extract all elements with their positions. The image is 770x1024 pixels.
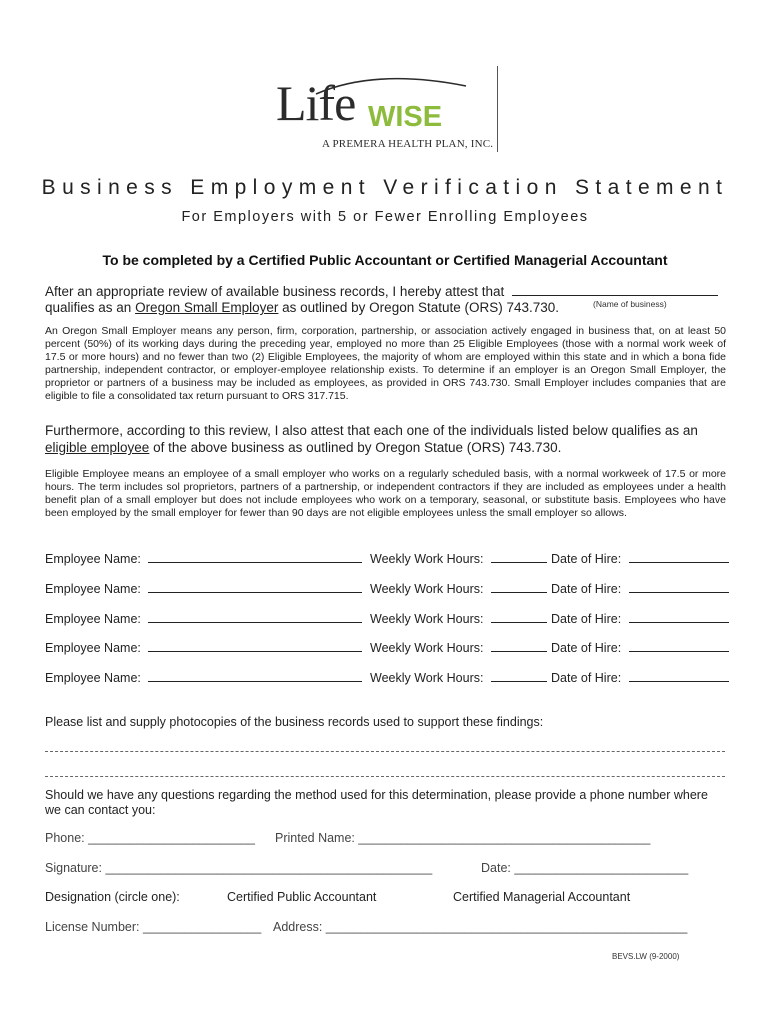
employee-name-field[interactable] [148, 592, 362, 593]
records-line-1[interactable] [45, 751, 725, 752]
employee-row [45, 552, 362, 566]
employee-name-label: Employee Name: [45, 582, 141, 596]
lifewise-logo [270, 72, 510, 154]
employee-name-label: Employee Name: [45, 552, 141, 566]
attest-line-2 [45, 299, 559, 316]
employee-row [45, 671, 362, 685]
employee-name-field[interactable] [148, 562, 362, 563]
license-number-field[interactable]: License Number: _________________ [45, 920, 262, 934]
date-of-hire-field[interactable] [629, 651, 729, 652]
employee-hire [551, 641, 729, 655]
option-cma[interactable]: Certified Managerial Accountant [453, 890, 631, 904]
page-subtitle: For Employers with 5 or Fewer Enrolling Employees [181, 209, 589, 225]
weekly-hours-label: Weekly Work Hours: [370, 641, 484, 655]
address-field[interactable]: Address: ____________________________________________________ [273, 920, 688, 934]
employee-hire [551, 582, 729, 596]
employee-hours [370, 582, 547, 596]
employee-name-field[interactable] [148, 681, 362, 682]
weekly-hours-field[interactable] [491, 622, 547, 623]
attest-line-2-pre: qualifies as an [45, 300, 136, 315]
employee-name-field[interactable] [148, 651, 362, 652]
date-of-hire-label: Date of Hire: [551, 671, 622, 685]
eligible-employee-link: eligible employee [45, 440, 150, 455]
printed-name-field[interactable]: Printed Name: __________________________________________ [275, 831, 651, 845]
further-line-1: Furthermore, according to this review, I also attest that each one of the individuals listed below qualifies as an [45, 423, 698, 438]
business-name-hint: (Name of business) [593, 299, 667, 309]
employee-hours [370, 552, 547, 566]
weekly-hours-field[interactable] [491, 651, 547, 652]
employee-hire [551, 552, 729, 566]
date-field[interactable]: Date: _________________________ [481, 861, 689, 875]
logo-subtitle: A PREMERA HEALTH PLAN, INC. [322, 138, 494, 150]
weekly-hours-label: Weekly Work Hours: [370, 671, 484, 685]
employee-hire [551, 671, 729, 685]
weekly-hours-label: Weekly Work Hours: [370, 612, 484, 626]
attest-line-1-text: After an appropriate review of available business records, I hereby attest that [45, 284, 505, 299]
page-title: Business Employment Verification Statement [41, 176, 729, 199]
further-line-2 [45, 439, 561, 456]
date-of-hire-field[interactable] [629, 622, 729, 623]
weekly-hours-field[interactable] [491, 592, 547, 593]
date-of-hire-label: Date of Hire: [551, 641, 622, 655]
records-label: Please list and supply photocopies of the business records used to support these findings: [45, 715, 544, 729]
employee-row [45, 641, 362, 655]
further-line-2-post: of the above business as outlined by Oregon Statue (ORS) 743.730. [149, 440, 562, 455]
weekly-hours-label: Weekly Work Hours: [370, 552, 484, 566]
employee-hours [370, 612, 547, 626]
date-of-hire-field[interactable] [629, 592, 729, 593]
weekly-hours-field[interactable] [491, 681, 547, 682]
eligible-employee-definition: Eligible Employee means an employee of a small employer who works on a regularly scheduled basis, with a normal workweek of 17.5 or more hours. The term includes sol proprietors, partners of a partnership, or independent contractors if they are included as employees under a health benefit plan of a small employer but does not include employees who work on a temporary, seasonal, or substitute basis. Employees who have been employed by the small employer for fewer than 90 days are not eligible employees unless the small employer so allows. [45, 468, 726, 519]
form-code: BEVS.LW (9-2000) [612, 952, 680, 961]
date-of-hire-field[interactable] [629, 681, 729, 682]
weekly-hours-label: Weekly Work Hours: [370, 582, 484, 596]
employee-hire [551, 612, 729, 626]
option-cpa[interactable]: Certified Public Accountant [227, 890, 377, 904]
small-employer-definition: An Oregon Small Employer means any person, firm, corporation, partnership, or association actively engaged in business that, on at least 50 percent (50%) of its working days during the preceding year, employed no more than 25 Eligible Employees (those with a normal work week of 17.5 or more hours) and no fewer than two (2) Eligible Employees, the majority of whom are employed within this state and in which a bona fide partnership, independent contractor, or employer-employee relationship exists. To determine if an employer is an Oregon Small Employer, the proprietor or partners of a business may be included as employees, as provided in ORS 743.730. Small Employer includes companies that are eligible to file a consolidated tax return pursuant to ORS 317.715. [45, 325, 726, 402]
date-of-hire-field[interactable] [629, 562, 729, 563]
employee-hours [370, 671, 547, 685]
employee-row [45, 612, 362, 626]
contact-question: Should we have any questions regarding the method used for this determination, please provide a phone number where we can contact you: [45, 788, 708, 817]
employee-name-label: Employee Name: [45, 671, 141, 685]
logo-life-text: Life [276, 75, 356, 131]
employee-hours [370, 641, 547, 655]
attest-line-2-post: as outlined by Oregon Statute (ORS) 743.730. [278, 300, 560, 315]
weekly-hours-field[interactable] [491, 562, 547, 563]
date-of-hire-label: Date of Hire: [551, 582, 622, 596]
instruction-heading: To be completed by a Certified Public Accountant or Certified Managerial Accountant [102, 252, 668, 268]
date-of-hire-label: Date of Hire: [551, 552, 622, 566]
logo-wise-text: WISE [368, 101, 443, 133]
date-of-hire-label: Date of Hire: [551, 612, 622, 626]
oregon-small-employer-link: Oregon Small Employer [135, 300, 279, 315]
designation-label: Designation (circle one): [45, 890, 180, 904]
logo-divider [497, 66, 498, 152]
signature-field[interactable]: Signature: _______________________________________________ [45, 861, 433, 875]
employee-row [45, 582, 362, 596]
business-name-field[interactable] [512, 295, 718, 296]
records-line-2[interactable] [45, 776, 725, 777]
employee-name-field[interactable] [148, 622, 362, 623]
phone-field[interactable]: Phone: ________________________ [45, 831, 255, 845]
employee-name-label: Employee Name: [45, 641, 141, 655]
attest-line-1 [45, 283, 718, 300]
employee-name-label: Employee Name: [45, 612, 141, 626]
